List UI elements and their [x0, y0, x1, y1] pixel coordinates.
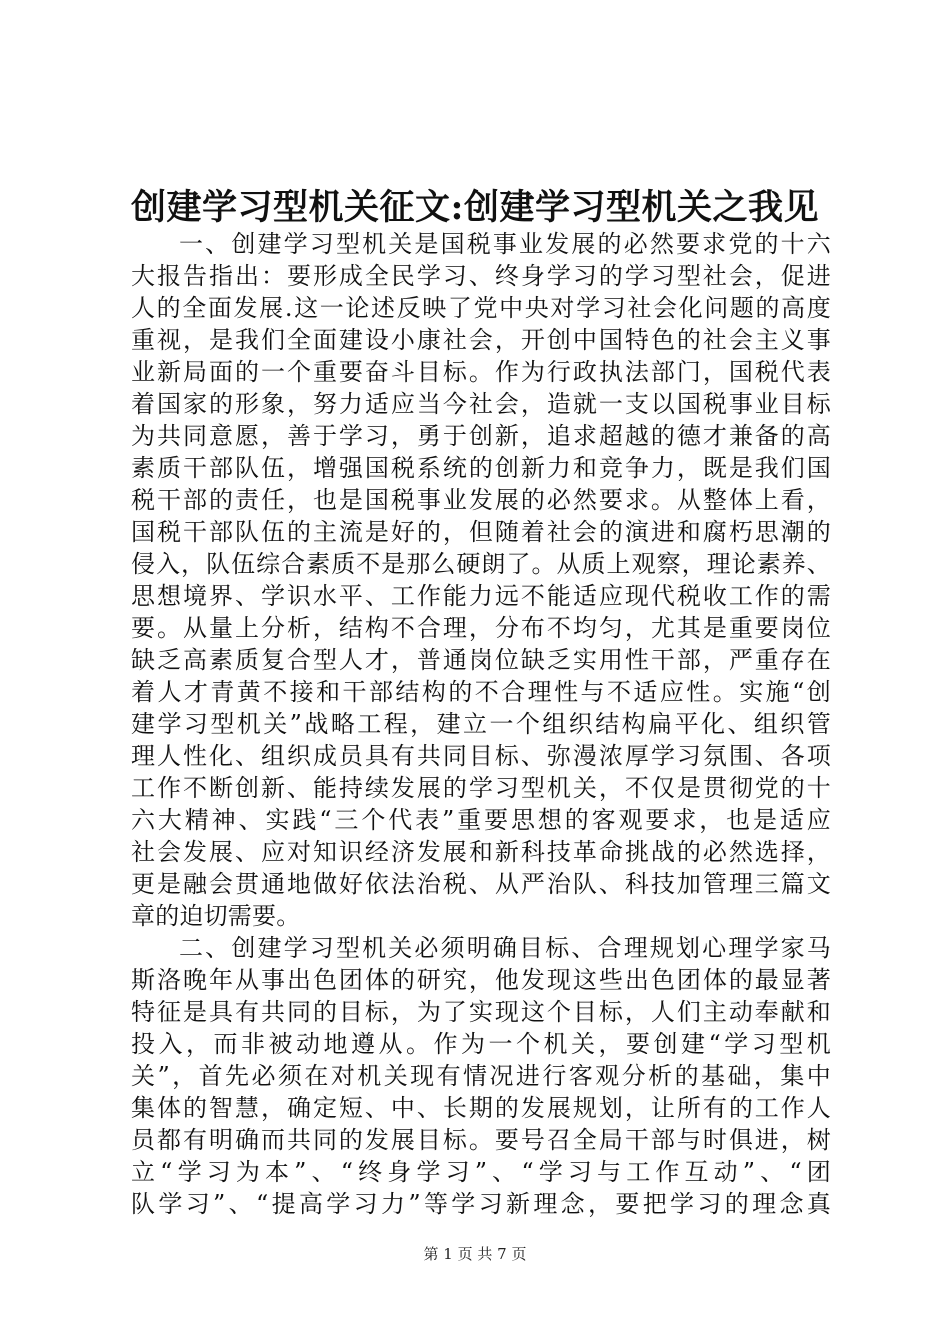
paragraph-line: 人的全面发展.这一论述反映了党中央对学习社会化问题的高度	[131, 294, 831, 322]
paragraph-line: 国税干部队伍的主流是好的，但随着社会的演进和腐朽思潮的	[131, 518, 831, 546]
paragraph-line: 建学习型机关”战略工程，建立一个组织结构扁平化、组织管	[131, 710, 831, 738]
paragraph-line: 章的迫切需要。	[131, 902, 301, 930]
document-title: 创建学习型机关征文:创建学习型机关之我见	[131, 187, 819, 228]
paragraph-line: 为共同意愿，善于学习，勇于创新，追求超越的德才兼备的高	[131, 422, 831, 450]
page-footer: 第 1 页 共 7 页	[423, 1245, 527, 1263]
paragraph-line: 立“学习为本”、“终身学习”、“学习与工作互动”、“团	[131, 1158, 831, 1186]
paragraph-1	[131, 228, 831, 932]
paragraph-line: 业新局面的一个重要奋斗目标。作为行政执法部门，国税代表	[131, 358, 831, 386]
paragraph-line: 二、创建学习型机关必须明确目标、合理规划心理学家马	[179, 934, 831, 962]
paragraph-line: 投入，而非被动地遵从。作为一个机关，要创建“学习型机	[131, 1030, 831, 1058]
paragraph-line: 工作不断创新、能持续发展的学习型机关，不仅是贯彻党的十	[131, 774, 831, 802]
paragraph-line: 六大精神、实践“三个代表”重要思想的客观要求，也是适应	[131, 806, 831, 834]
paragraph-line: 队学习”、“提高学习力”等学习新理念，要把学习的理念真	[131, 1190, 831, 1218]
paragraph-line: 斯洛晚年从事出色团体的研究，他发现这些出色团体的最显著	[131, 966, 831, 994]
paragraph-line: 更是融会贯通地做好依法治税、从严治队、科技加管理三篇文	[131, 870, 831, 898]
paragraph-line: 重视，是我们全面建设小康社会，开创中国特色的社会主义事	[131, 326, 831, 354]
paragraph-line: 一、创建学习型机关是国税事业发展的必然要求党的十六	[179, 230, 831, 258]
paragraph-2	[131, 932, 831, 1220]
paragraph-line: 大报告指出：要形成全民学习、终身学习的学习型社会，促进	[131, 262, 831, 290]
document-body	[131, 228, 831, 1220]
paragraph-line: 侵入，队伍综合素质不是那么硬朗了。从质上观察，理论素养、	[131, 550, 831, 578]
paragraph-line: 特征是具有共同的目标，为了实现这个目标，人们主动奉献和	[131, 998, 831, 1026]
paragraph-line: 缺乏高素质复合型人才，普通岗位缺乏实用性干部，严重存在	[131, 646, 831, 674]
paragraph-line: 思想境界、学识水平、工作能力远不能适应现代税收工作的需	[131, 582, 831, 610]
paragraph-line: 着国家的形象，努力适应当今社会，造就一支以国税事业目标	[131, 390, 831, 418]
paragraph-line: 关”，首先必须在对机关现有情况进行客观分析的基础，集中	[131, 1062, 831, 1090]
paragraph-line: 税干部的责任，也是国税事业发展的必然要求。从整体上看，	[131, 486, 831, 514]
paragraph-line: 着人才青黄不接和干部结构的不合理性与不适应性。实施“创	[131, 678, 831, 706]
paragraph-line: 员都有明确而共同的发展目标。要号召全局干部与时俱进，树	[131, 1126, 831, 1154]
paragraph-line: 集体的智慧，确定短、中、长期的发展规划，让所有的工作人	[131, 1094, 831, 1122]
paragraph-line: 要。从量上分析，结构不合理，分布不均匀，尤其是重要岗位	[131, 614, 831, 642]
paragraph-line: 社会发展、应对知识经济发展和新科技革命挑战的必然选择，	[131, 838, 831, 866]
paragraph-line: 理人性化、组织成员具有共同目标、弥漫浓厚学习氛围、各项	[131, 742, 831, 770]
paragraph-line: 素质干部队伍，增强国税系统的创新力和竞争力，既是我们国	[131, 454, 831, 482]
